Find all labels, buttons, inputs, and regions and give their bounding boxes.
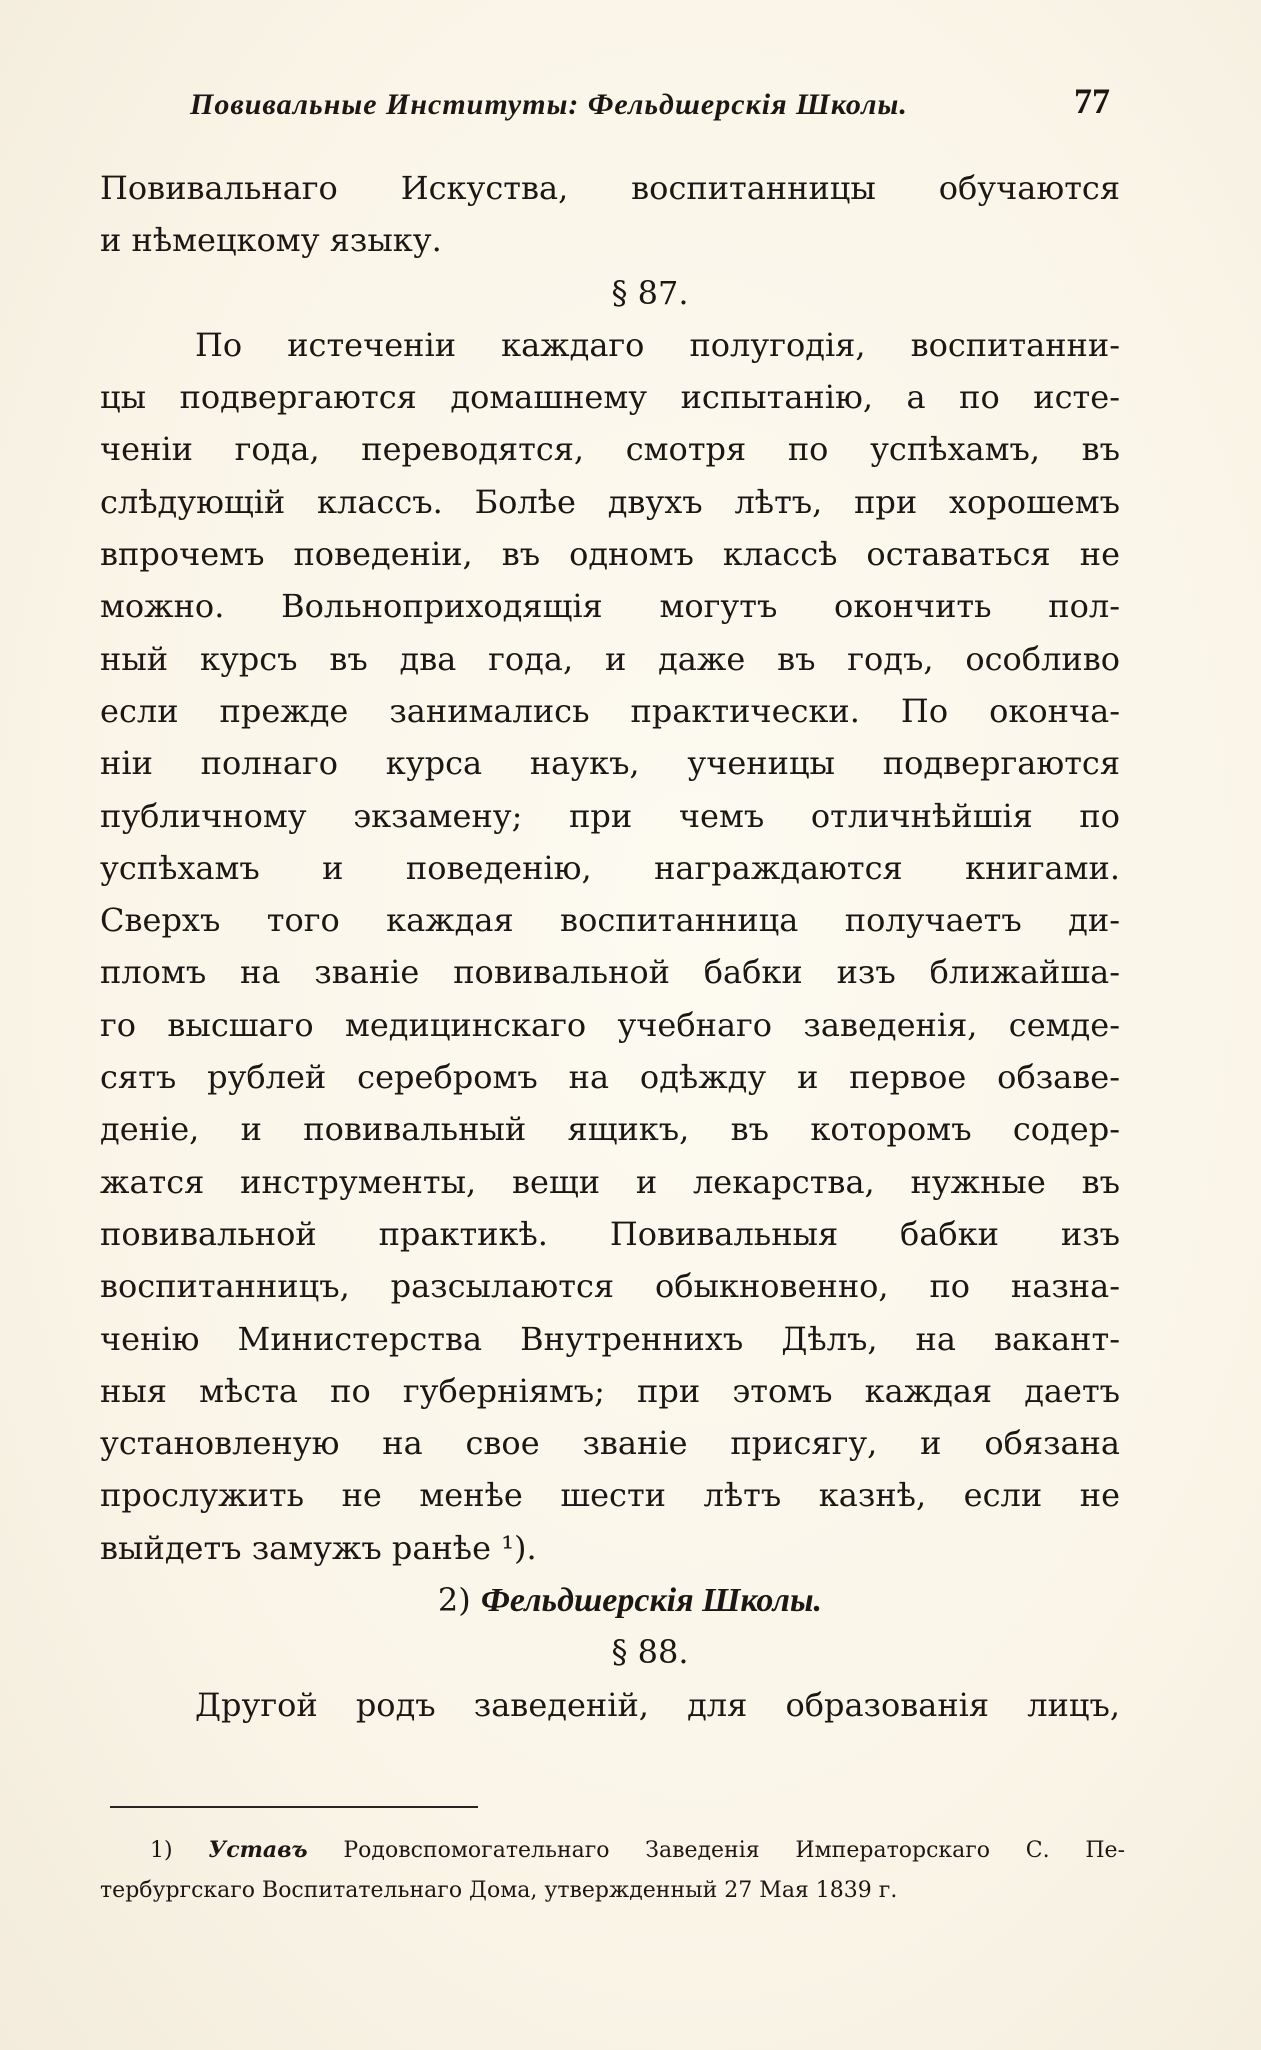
text-line: ченію Министерства Внутреннихъ Дѣлъ, на вакант- [100, 1319, 1120, 1358]
section-number-88: § 88. [611, 1633, 689, 1672]
section-number-87: § 87. [611, 273, 689, 312]
text-line: сятъ рублей серебромъ на одѣжду и первое обзаве- [100, 1058, 1120, 1097]
subheading-number: 2) [437, 1581, 471, 1620]
text-line: Сверхъ того каждая воспитанница получаетъ ди- [100, 901, 1120, 940]
page-header [190, 80, 1130, 130]
text-line: Повивальнаго Искуства, воспитанницы обучаются [100, 169, 1120, 207]
subheading [100, 1574, 1120, 1626]
text-line: повивальной практикѣ. Повивальныя бабки изъ [100, 1214, 1120, 1253]
footnote [100, 1830, 1125, 1911]
footnote-line: тербургскаго Воспитательнаго Дома, утвержденный 27 Мая 1839 г. [100, 1878, 898, 1903]
footnote-text: Родовспомогательнаго Заведенія Императорскаго С. Пе- [343, 1838, 1125, 1863]
text-line: если прежде занимались практически. По оконча- [100, 691, 1120, 730]
text-line: публичному экзамену; при чемъ отличнѣйшія по [100, 796, 1120, 835]
running-head: Повивальные Институты: Фельдшерскія Школы. [190, 88, 908, 121]
text-line: слѣдующій классъ. Болѣе двухъ лѣтъ, при хорошемъ [100, 482, 1120, 521]
body-text [100, 162, 1120, 1731]
text-line: и нѣмецкому языку. [100, 221, 442, 260]
text-line: можно. Вольноприходящія могутъ окончить пол- [100, 587, 1120, 626]
text-line: воспитанницъ, разсылаются обыкновенно, по назна- [100, 1267, 1120, 1306]
text-line: ный курсъ въ два года, и даже въ годъ, особливо [100, 639, 1120, 678]
text-line: По истеченіи каждаго полугодія, воспитанни- [195, 325, 1120, 364]
footnote-work-title: Уставъ [208, 1837, 308, 1863]
text-line: жатся инструменты, вещи и лекарства, нужные въ [100, 1162, 1120, 1201]
text-line: ныя мѣста по губерніямъ; при этомъ каждая даетъ [100, 1371, 1120, 1410]
text-line: ніи полнаго курса наукъ, ученицы подвергаются [100, 744, 1120, 783]
footnote-line [150, 1830, 1125, 1871]
text-line: успѣхамъ и поведенію, награждаются книгами. [100, 848, 1120, 887]
text-line: го высшаго медицинскаго учебнаго заведенія, семде- [100, 1005, 1120, 1044]
text-line: установленую на свое званіе присягу, и обязана [100, 1424, 1120, 1463]
footnote-marker: 1) [150, 1838, 173, 1863]
text-line: впрочемъ поведеніи, въ одномъ классѣ оставаться не [100, 535, 1120, 574]
text-line: ченіи года, переводятся, смотря по успѣхамъ, въ [100, 430, 1120, 469]
subheading-title: Фельдшерскія Школы. [480, 1582, 823, 1620]
text-line: выйдетъ замужъ ранѣе ¹). [100, 1528, 537, 1567]
text-line: пломъ на званіе повивальной бабки изъ ближайша- [100, 953, 1120, 992]
page-number: 77 [1074, 81, 1110, 121]
text-line: прослужить не менѣе шести лѣтъ казнѣ, если не [100, 1476, 1120, 1515]
text-line: цы подвергаются домашнему испытанію, а по исте- [100, 378, 1120, 417]
text-line: деніе, и повивальный ящикъ, въ которомъ содер- [100, 1110, 1120, 1149]
text-line: Другой родъ заведеній, для образованія лицъ, [195, 1685, 1120, 1724]
footnote-divider [110, 1806, 478, 1808]
